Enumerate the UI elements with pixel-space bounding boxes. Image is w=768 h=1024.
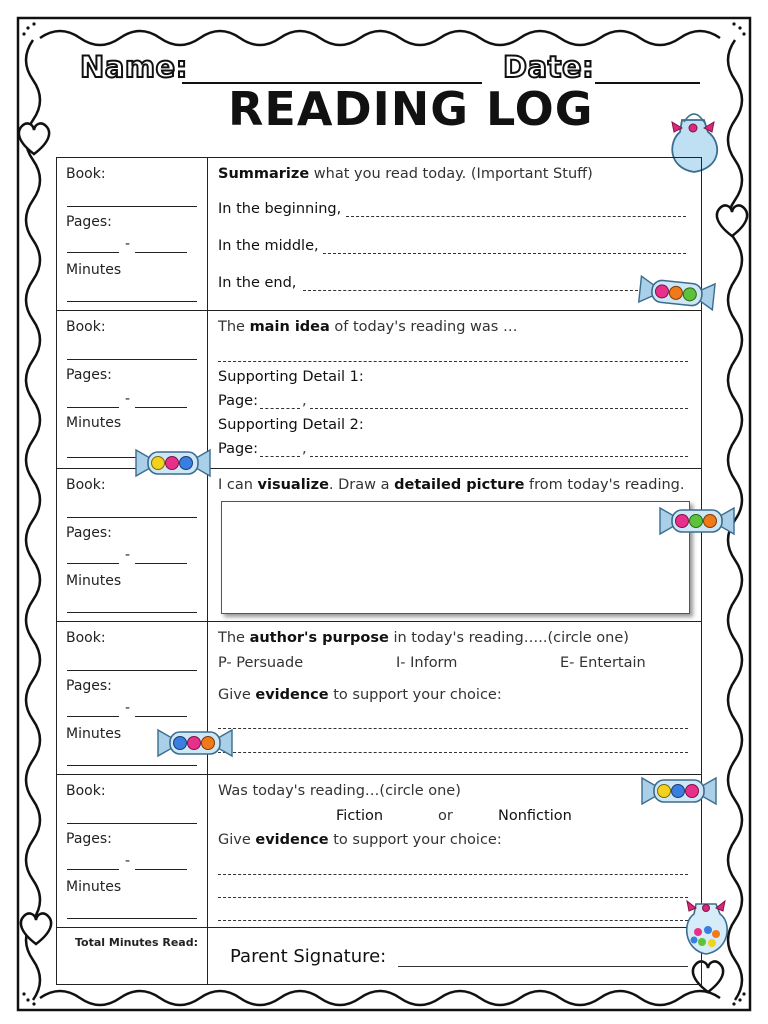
pages-start-line[interactable]	[67, 563, 119, 564]
evidence-prompt: Give evidence to support your choice:	[218, 832, 502, 848]
visualize-cell	[208, 469, 702, 622]
pages-label: Pages:	[66, 831, 112, 847]
minutes-line[interactable]	[67, 918, 197, 919]
total-minutes-label: Total Minutes Read:	[75, 936, 198, 949]
signature-line[interactable]	[398, 966, 688, 967]
detail-2-label: Supporting Detail 2:	[218, 417, 364, 433]
pages-start-line[interactable]	[67, 407, 119, 408]
authors-purpose-cell	[208, 622, 702, 775]
main-idea-cell	[208, 311, 702, 469]
minutes-line[interactable]	[67, 765, 197, 766]
parent-signature-label: Parent Signature:	[230, 946, 387, 967]
minutes-label: Minutes	[66, 726, 122, 742]
option-persuade[interactable]: P- Persuade	[218, 655, 304, 671]
reading-log-table	[56, 157, 702, 985]
beginning-label: In the beginning,	[218, 201, 342, 217]
pages-dash: -	[125, 236, 131, 252]
total-minutes-cell	[57, 928, 208, 985]
pages-dash: -	[125, 391, 131, 407]
footer-row	[57, 928, 702, 985]
evidence-line-2[interactable]	[218, 752, 688, 753]
book-line[interactable]	[67, 517, 197, 518]
pages-label: Pages:	[66, 367, 112, 383]
pages-start-line[interactable]	[67, 252, 119, 253]
book-label: Book:	[66, 630, 106, 646]
option-entertain[interactable]: E- Entertain	[560, 655, 646, 671]
pages-label: Pages:	[66, 214, 112, 230]
detail-1-line[interactable]	[310, 408, 688, 409]
end-label: In the end,	[218, 275, 297, 291]
evidence-prompt: Give evidence to support your choice:	[218, 687, 502, 703]
heart-icon	[712, 200, 752, 240]
pages-label: Pages:	[66, 525, 112, 541]
date-label: Date:	[503, 50, 595, 84]
log-row-1	[57, 158, 702, 311]
summary-prompt: Summarize what you read today. (Important Stuff)	[218, 166, 593, 182]
detail-1-label: Supporting Detail 1:	[218, 369, 364, 385]
book-line[interactable]	[67, 823, 197, 824]
date-field-line[interactable]	[595, 82, 700, 84]
minutes-label: Minutes	[66, 262, 122, 278]
main-idea-line[interactable]	[218, 361, 688, 362]
pages-label: Pages:	[66, 678, 112, 694]
minutes-label: Minutes	[66, 879, 122, 895]
pages-start-line[interactable]	[67, 869, 119, 870]
candy-icon	[638, 770, 720, 810]
page-2-label: Page:	[218, 441, 258, 457]
purpose-prompt: The author's purpose in today's reading…..(circle one)	[218, 630, 629, 646]
evidence-line-3[interactable]	[218, 920, 688, 921]
book-info-cell	[57, 775, 208, 928]
candy-icon	[634, 268, 720, 316]
book-label: Book:	[66, 477, 106, 493]
pages-end-line[interactable]	[135, 716, 187, 717]
minutes-line[interactable]	[67, 301, 197, 302]
evidence-line-1[interactable]	[218, 728, 688, 729]
evidence-line-2[interactable]	[218, 897, 688, 898]
candy-jar-icon	[682, 892, 732, 958]
end-line[interactable]	[303, 290, 643, 291]
pages-dash: -	[125, 853, 131, 869]
page-1-sep: ,	[302, 393, 307, 409]
book-info-cell	[57, 158, 208, 311]
option-fiction[interactable]: Fiction	[336, 808, 384, 824]
book-line[interactable]	[67, 206, 197, 207]
minutes-label: Minutes	[66, 415, 122, 431]
page-title: READING LOG	[228, 82, 594, 136]
heart-icon	[16, 908, 56, 948]
minutes-label: Minutes	[66, 573, 122, 589]
log-row-5	[57, 775, 702, 928]
book-line[interactable]	[67, 670, 197, 671]
summary-cell	[208, 158, 702, 311]
page-1-label: Page:	[218, 393, 258, 409]
page-2-sep: ,	[302, 441, 307, 457]
option-or: or	[438, 808, 453, 824]
pages-dash: -	[125, 547, 131, 563]
beginning-line[interactable]	[346, 216, 686, 217]
pages-end-line[interactable]	[135, 869, 187, 870]
heart-icon	[14, 118, 54, 158]
page-2-number-line[interactable]	[260, 456, 300, 457]
log-row-3	[57, 469, 702, 622]
page-1-number-line[interactable]	[260, 408, 300, 409]
fiction-prompt: Was today's reading…(circle one)	[218, 783, 461, 799]
main-idea-prompt: The main idea of today's reading was …	[218, 319, 518, 335]
book-info-cell	[57, 469, 208, 622]
option-inform[interactable]: I- Inform	[396, 655, 458, 671]
middle-label: In the middle,	[218, 238, 319, 254]
pages-end-line[interactable]	[135, 252, 187, 253]
detail-2-line[interactable]	[310, 456, 688, 457]
pages-start-line[interactable]	[67, 716, 119, 717]
option-nonfiction[interactable]: Nonfiction	[498, 808, 572, 824]
book-label: Book:	[66, 319, 106, 335]
candy-icon	[656, 500, 738, 540]
book-line[interactable]	[67, 359, 197, 360]
candy-icon	[154, 722, 236, 762]
name-label: Name:	[80, 50, 188, 84]
pages-end-line[interactable]	[135, 563, 187, 564]
book-label: Book:	[66, 166, 106, 182]
minutes-line[interactable]	[67, 612, 197, 613]
book-label: Book:	[66, 783, 106, 799]
fiction-cell	[208, 775, 702, 928]
visualize-prompt: I can visualize. Draw a detailed picture from today's reading.	[218, 477, 685, 493]
signature-cell	[208, 928, 702, 985]
middle-line[interactable]	[323, 253, 686, 254]
drawing-box[interactable]	[221, 501, 690, 614]
evidence-line-1[interactable]	[218, 874, 688, 875]
pages-end-line[interactable]	[135, 407, 187, 408]
pages-dash: -	[125, 700, 131, 716]
candy-icon	[132, 442, 214, 482]
